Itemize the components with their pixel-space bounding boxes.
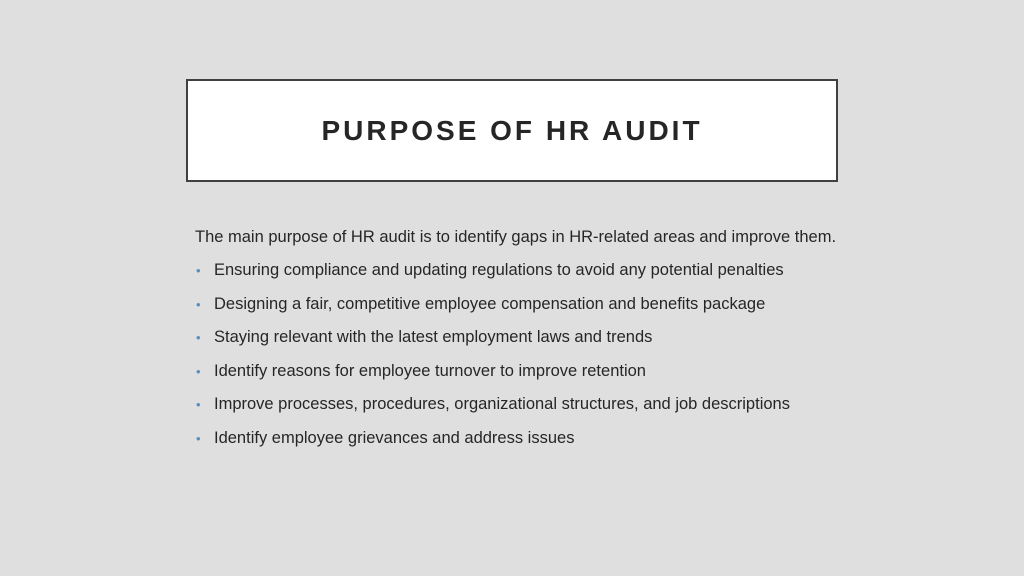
bullet-icon: • xyxy=(196,263,201,278)
bullet-text: Identify employee grievances and address issues xyxy=(214,428,575,447)
bullet-icon: • xyxy=(196,296,201,312)
bullet-text: Identify reasons for employee turnover to improve retention xyxy=(214,361,646,380)
bullet-item xyxy=(195,393,845,427)
bullet-icon: • xyxy=(196,397,201,413)
bullet-item xyxy=(195,326,845,360)
bullet-list xyxy=(195,259,845,461)
intro-paragraph: The main purpose of HR audit is to identify gaps in HR-related areas and improve them. xyxy=(195,228,837,246)
bullet-text: Designing a fair, competitive employee compensation and benefits package xyxy=(214,294,766,313)
bullet-icon: • xyxy=(196,363,201,379)
bullet-item xyxy=(195,293,845,327)
bullet-item xyxy=(195,360,845,394)
bullet-item xyxy=(195,259,845,293)
bullet-text: Ensuring compliance and updating regulations to avoid any potential penalties xyxy=(214,261,784,279)
content-body xyxy=(195,226,845,461)
title-box xyxy=(186,79,838,182)
bullet-text: Improve processes, procedures, organizational structures, and job descriptions xyxy=(214,395,790,414)
bullet-icon: • xyxy=(196,330,201,346)
bullet-text: Staying relevant with the latest employment laws and trends xyxy=(214,328,653,347)
slide-title: PURPOSE OF HR AUDIT xyxy=(321,114,703,146)
bullet-item xyxy=(195,427,845,461)
bullet-icon: • xyxy=(196,430,201,446)
